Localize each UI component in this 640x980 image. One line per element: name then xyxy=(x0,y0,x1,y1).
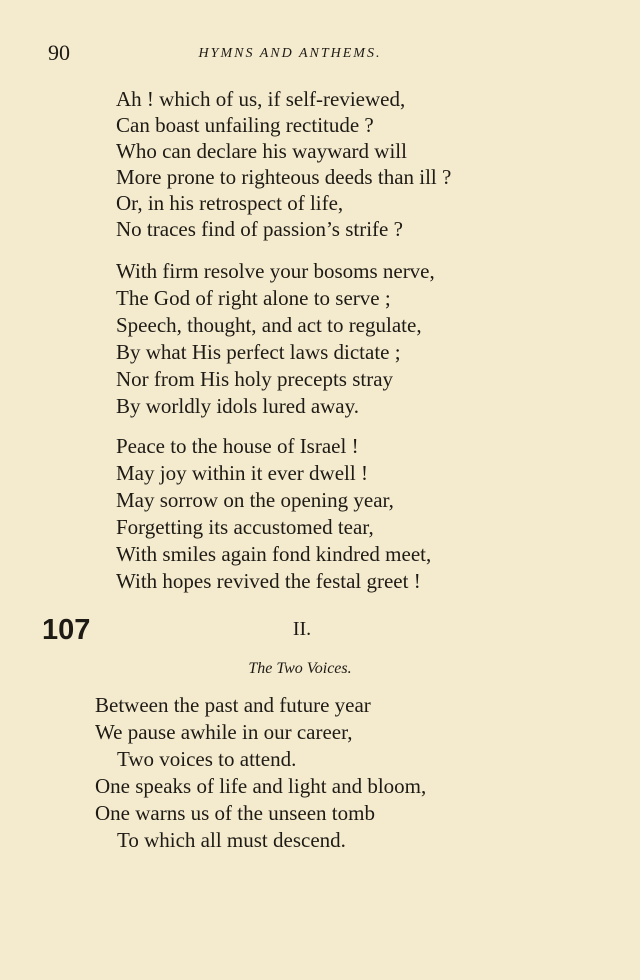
poem-line: Who can declare his wayward will xyxy=(116,139,407,163)
poem-line: Peace to the house of Israel ! xyxy=(116,434,359,458)
poem-line: The God of right alone to serve ; xyxy=(116,286,391,310)
poem-line: Speech, thought, and act to regulate, xyxy=(116,313,422,337)
poem-line: Can boast unfailing rectitude ? xyxy=(116,113,374,137)
running-title: HYMNS AND ANTHEMS. xyxy=(198,46,382,61)
hymn-number: 107 xyxy=(42,614,91,646)
poem-line: With smiles again fond kindred meet, xyxy=(116,542,432,566)
poem-line: Nor from His holy precepts stray xyxy=(116,367,394,391)
poem-line: Forgetting its accustomed tear, xyxy=(116,515,374,539)
poem-line: By worldly idols lured away. xyxy=(116,394,360,418)
poem-line: Or, in his retrospect of life, xyxy=(116,191,344,215)
poem-line: May sorrow on the opening year, xyxy=(116,488,394,512)
poem-line: Two voices to attend. xyxy=(117,747,297,771)
poem-line: With firm resolve your bosoms nerve, xyxy=(116,259,435,283)
poem-line: One warns us of the unseen tomb xyxy=(95,801,375,825)
poem-line: Between the past and future year xyxy=(95,693,371,717)
poem-line: By what His perfect laws dictate ; xyxy=(116,340,401,364)
poem-line: To which all must descend. xyxy=(117,828,346,852)
poem-line: One speaks of life and light and bloom, xyxy=(95,774,427,798)
hymn-subtitle: The Two Voices. xyxy=(248,660,352,677)
poem-line: With hopes revived the festal greet ! xyxy=(116,569,421,593)
poem-line: May joy within it ever dwell ! xyxy=(116,461,368,485)
poem-line: More prone to righteous deeds than ill ? xyxy=(116,165,452,189)
page-header xyxy=(0,40,640,70)
poem-line: No traces find of passion’s strife ? xyxy=(116,217,403,241)
poem-line: Ah ! which of us, if self-reviewed, xyxy=(116,87,406,111)
page-number: 90 xyxy=(48,40,70,65)
poem-line: We pause awhile in our career, xyxy=(95,720,353,744)
section-numeral: II. xyxy=(292,618,312,640)
